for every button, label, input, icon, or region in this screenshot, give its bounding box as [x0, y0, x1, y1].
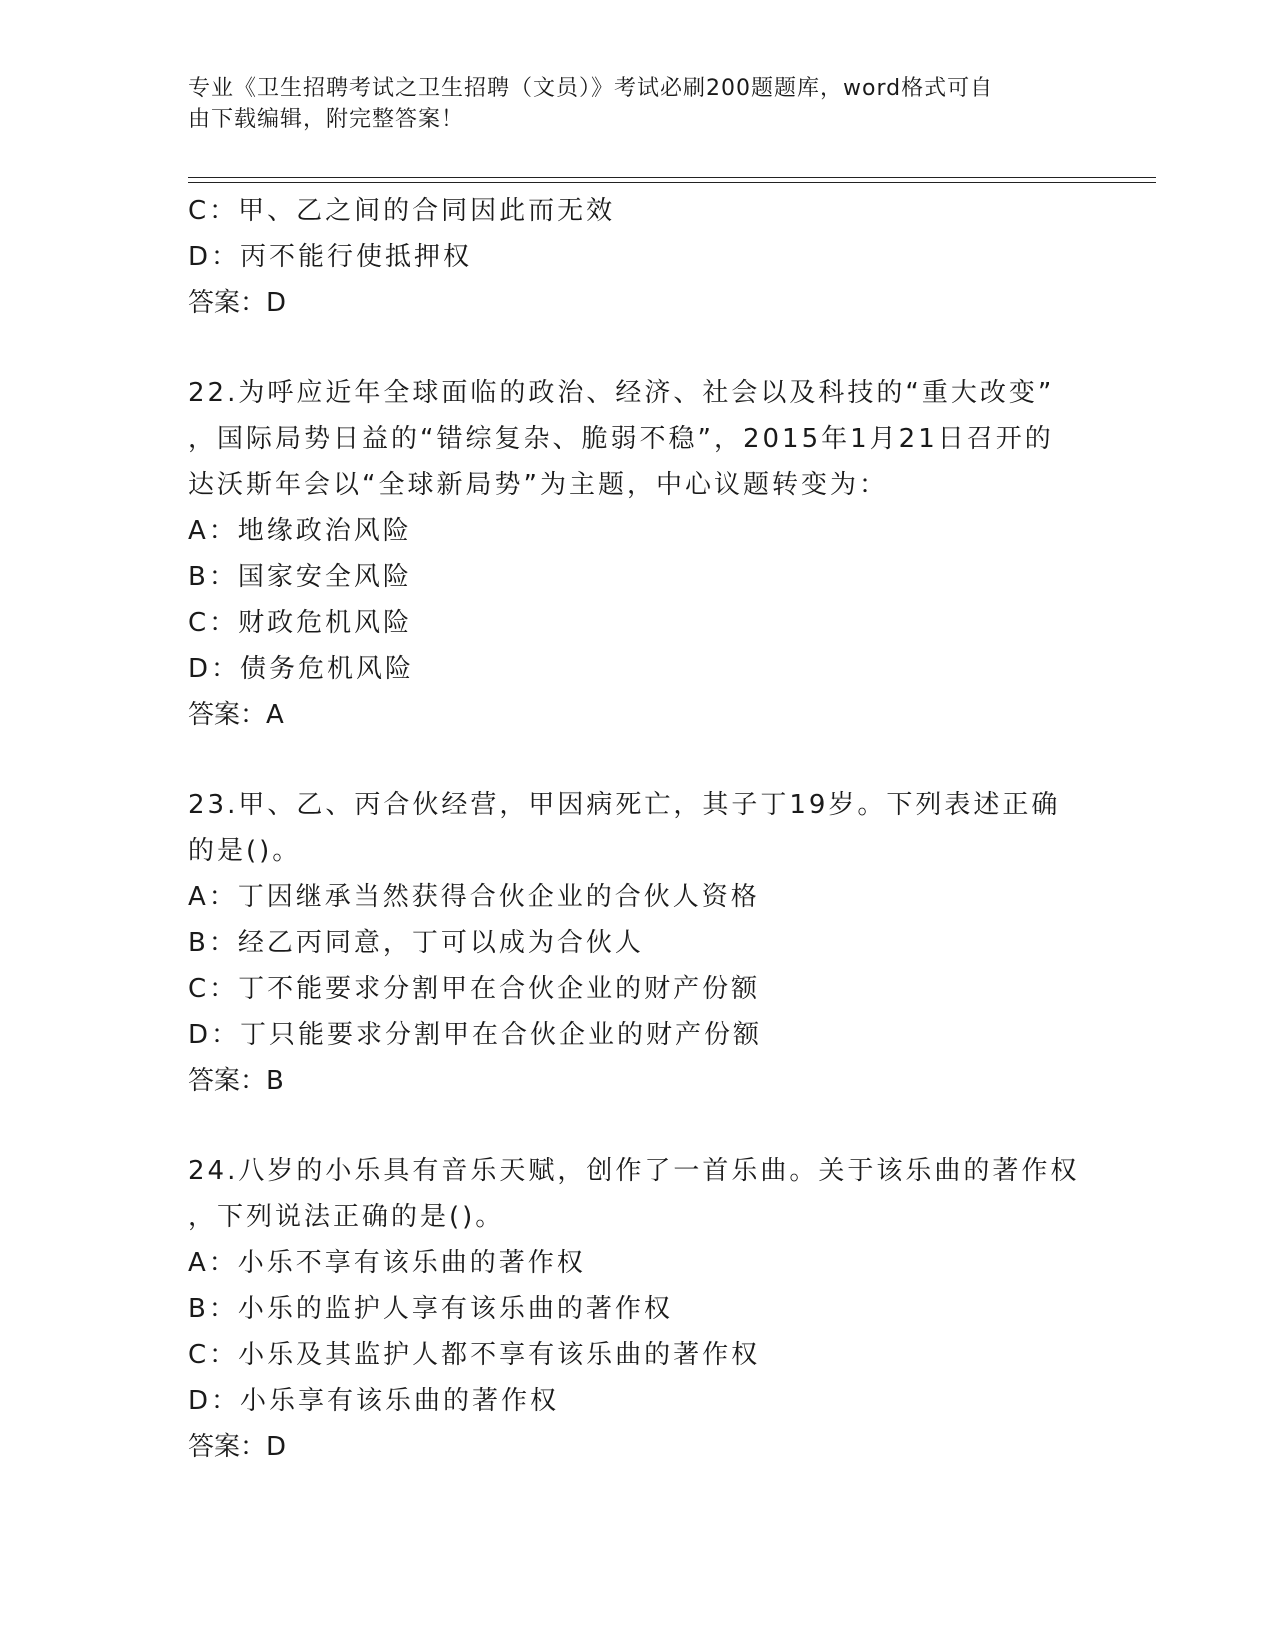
question-stem-line: 达沃斯年会以“全球新局势”为主题，中心议题转变为：	[188, 470, 888, 500]
answer-line: 答案：D	[188, 1432, 287, 1462]
spacer	[188, 326, 1088, 370]
answer-line: 答案：D	[188, 288, 287, 318]
question-22	[188, 370, 1088, 738]
answer-line: 答案：B	[188, 1066, 284, 1096]
document-header	[188, 73, 1088, 135]
option-c: C：丁不能要求分割甲在合伙企业的财产份额	[188, 974, 761, 1004]
question-24	[188, 1148, 1088, 1470]
option-d: D：小乐享有该乐曲的著作权	[188, 1386, 560, 1416]
question-23	[188, 782, 1088, 1104]
option-c: C：小乐及其监护人都不享有该乐曲的著作权	[188, 1340, 761, 1370]
option-b: B：经乙丙同意，丁可以成为合伙人	[188, 928, 644, 958]
option-a: A：小乐不享有该乐曲的著作权	[188, 1248, 586, 1278]
option-d: D：债务危机风险	[188, 654, 415, 684]
question-stem-line: ，下列说法正确的是()。	[188, 1202, 505, 1232]
option-d: D：丁只能要求分割甲在合伙企业的财产份额	[188, 1020, 763, 1050]
question-stem-line: 的是()。	[188, 836, 302, 866]
question-fragment	[188, 188, 1088, 326]
option-c: C：甲、乙之间的合同因此而无效	[188, 196, 616, 226]
document-body	[188, 188, 1088, 1470]
option-b: B：小乐的监护人享有该乐曲的著作权	[188, 1294, 673, 1324]
header-divider-bottom	[188, 182, 1156, 183]
question-stem-line: 24.八岁的小乐具有音乐天赋，创作了一首乐曲。关于该乐曲的著作权	[188, 1156, 1080, 1186]
header-line-2: 由下载编辑，附完整答案！	[188, 107, 465, 132]
question-stem-line: 22.为呼应近年全球面临的政治、经济、社会以及科技的“重大改变”	[188, 378, 1055, 408]
answer-line: 答案：A	[188, 700, 284, 730]
option-a: A：地缘政治风险	[188, 516, 412, 546]
header-line-1: 专业《卫生招聘考试之卫生招聘（文员）》考试必刷200题题库，word格式可自	[188, 76, 994, 101]
option-c: C：财政危机风险	[188, 608, 413, 638]
question-stem-line: ，国际局势日益的“错综复杂、脆弱不稳”，2015年1月21日召开的	[188, 424, 1054, 454]
spacer	[188, 738, 1088, 782]
option-d: D：丙不能行使抵押权	[188, 242, 473, 272]
option-a: A：丁因继承当然获得合伙企业的合伙人资格	[188, 882, 760, 912]
header-divider-top	[188, 177, 1156, 178]
question-stem-line: 23.甲、乙、丙合伙经营，甲因病死亡，其子丁19岁。下列表述正确	[188, 790, 1061, 820]
spacer	[188, 1104, 1088, 1148]
option-b: B：国家安全风险	[188, 562, 412, 592]
